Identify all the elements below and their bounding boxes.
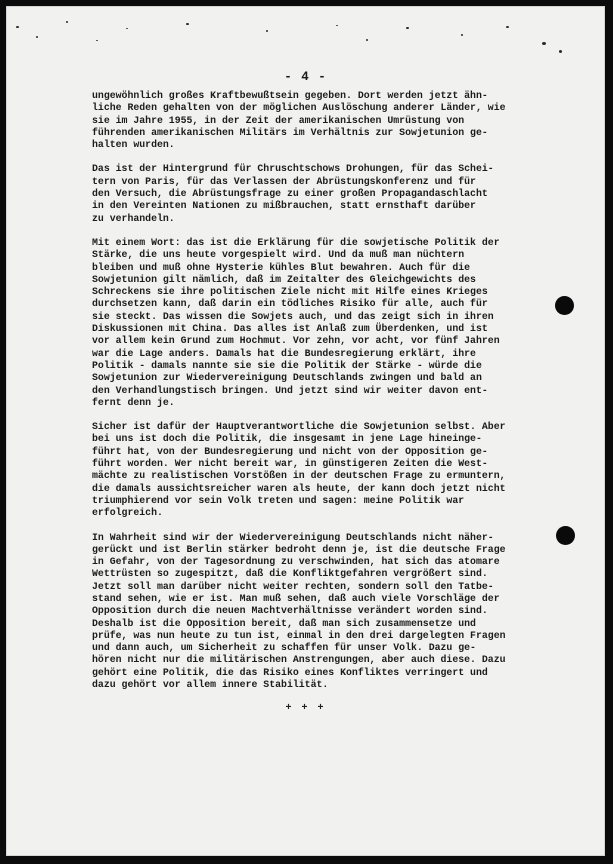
text-line: gehört eine Politik, die das Risiko eines Konfliktes verringert und <box>92 666 488 678</box>
scan-speck <box>266 30 268 32</box>
text-line: tern von Paris, für das Verlassen der Abrüstungskonferenz und für <box>92 175 476 187</box>
text-line: gerückt und ist Berlin stärker bedroht denn je, ist die deutsche Frage <box>92 543 506 555</box>
text-line: den Verhandlungstisch bringen. Und jetzt sind wir weiter davon ent- <box>92 384 488 396</box>
body-text <box>92 90 592 703</box>
text-line: bleiben und muß ohne Hysterie kühles Blut bewahren. Auch für die <box>92 261 471 273</box>
text-line: dazu gehört vor allem innere Stabilität. <box>92 679 329 691</box>
text-line: halten wurden. <box>92 139 175 151</box>
text-line: triumphierend vor sein Volk treten und sagen: meine Politik war <box>92 494 465 506</box>
text-line: mächte zu realistischen Vorstößen in der deutschen Frage zu ermuntern, <box>92 470 506 482</box>
text-line: zu verhandeln. <box>92 212 175 224</box>
text-line: bei uns ist doch die Politik, die insgesamt in jene Lage hineinge- <box>92 433 482 445</box>
paragraph-2 <box>92 163 592 224</box>
text-line: fernt denn je. <box>92 396 175 408</box>
text-line: Das ist der Hintergrund für Chruschtschows Drohungen, für das Schei- <box>92 163 494 175</box>
text-line: Schreckens sie ihre politischen Ziele nicht mit Hilfe eines Krieges <box>92 286 488 298</box>
closing-mark: + + + <box>285 703 326 714</box>
text-line: führt worden. Wer nicht bereit war, in günstigeren Zeiten die West- <box>92 458 488 470</box>
text-line: In Wahrheit sind wir der Wiedervereinigung Deutschlands nicht näher- <box>92 531 494 543</box>
text-line: in den Vereinten Nationen zu mißbrauchen, statt ernsthaft darüber <box>92 200 476 212</box>
text-line: erfolgreich. <box>92 507 163 519</box>
text-line: Wettrüsten so zugespitzt, daß die Konfliktgefahren vergrößert sind. <box>92 568 488 580</box>
text-line: Diskussionen mit China. Das alles ist Anlaß zum Überdenken, und ist <box>92 323 488 335</box>
scan-speck <box>406 27 409 29</box>
scan-speck <box>96 40 98 41</box>
text-line: stand sehen, wie er ist. Man muß sehen, daß auch viele Vorschläge der <box>92 592 500 604</box>
text-line: Politik - damals nannte sie sie die Politik der Stärke - würde die <box>92 359 482 371</box>
text-line: liche Reden gehalten von der möglichen Auslöschung anderer Länder, wie <box>92 102 506 114</box>
scan-speck <box>336 25 338 26</box>
text-line: den Versuch, die Abrüstungsfrage zu einer großen Propagandaschlacht <box>92 188 488 200</box>
scan-speck <box>366 39 368 41</box>
scan-speck <box>542 42 546 45</box>
scan-speck <box>16 26 19 28</box>
text-line: hören nicht nur die militärischen Anstrengungen, aber auch diese. Dazu <box>92 654 506 666</box>
punch-hole <box>556 526 575 545</box>
text-line: Deshalb ist die Opposition bereit, daß man sich zusammensetze und <box>92 617 476 629</box>
page-number: - 4 - <box>284 70 327 84</box>
scan-speck <box>66 21 68 23</box>
scan-speck <box>126 28 128 29</box>
scan-speck <box>559 50 562 53</box>
text-line: führenden amerikanischen Militärs im Verhältnis zur Sowjetunion ge- <box>92 126 488 138</box>
text-line: durchsetzen kann, daß darin ein tödliches Risiko für alle, auch für <box>92 298 488 310</box>
text-line: Opposition durch die neuen Machtverhältnisse verändert worden sind. <box>92 605 488 617</box>
scan-speck <box>186 23 189 25</box>
punch-hole <box>555 296 574 315</box>
document-page <box>6 6 605 856</box>
text-line: Sowjetunion zur Wiedervereinigung Deutschlands zwingen und bald an <box>92 372 482 384</box>
scan-speck <box>461 34 463 36</box>
text-line: vor allem kein Grund zum Hochmut. Vor zehn, vor acht, vor fünf Jahren <box>92 335 500 347</box>
text-line: war die Lage anders. Damals hat die Bundesregierung erklärt, ihre <box>92 347 476 359</box>
paragraph-5 <box>92 532 592 692</box>
text-line: Sowjetunion gilt nämlich, daß im Zeitalter des Gleichgewichts des <box>92 273 476 285</box>
text-line: die damals aussichtsreicher waren als heute, der kann doch jetzt nicht <box>92 482 506 494</box>
text-line: Jetzt soll man darüber nicht weiter rechten, sondern soll den Tatbe- <box>92 580 494 592</box>
paragraph-1 <box>92 90 592 151</box>
paragraph-4 <box>92 421 592 519</box>
paragraph-3 <box>92 237 592 409</box>
text-line: ungewöhnlich großes Kraftbewußtsein gegeben. Dort werden jetzt ähn- <box>92 90 488 101</box>
scan-speck <box>506 26 509 28</box>
text-line: führt hat, von der Bundesregierung und nicht von der Opposition ge- <box>92 445 488 457</box>
text-line: in Gefahr, von der Tagesordnung zu verschwinden, hat sich das atomare <box>92 556 500 568</box>
scan-speck <box>36 36 38 38</box>
text-line: und dann auch, um Sicherheit zu schaffen für unser Volk. Dazu ge- <box>92 642 476 654</box>
text-line: Mit einem Wort: das ist die Erklärung für die sowjetische Politik der <box>92 236 500 248</box>
text-line: Stärke, die uns heute vorgespielt wird. Und da muß man nüchtern <box>92 249 465 261</box>
text-line: sie im Jahre 1955, in der Zeit der amerikanischen Umrüstung von <box>92 114 465 126</box>
text-line: sie steckt. Das wissen die Sowjets auch, und das zeigt sich in ihren <box>92 310 494 322</box>
text-line: Sicher ist dafür der Hauptverantwortliche die Sowjetunion selbst. Aber <box>92 421 506 433</box>
text-line: prüfe, was nun heute zu tun ist, einmal in den drei dargelegten Fragen <box>92 629 506 641</box>
